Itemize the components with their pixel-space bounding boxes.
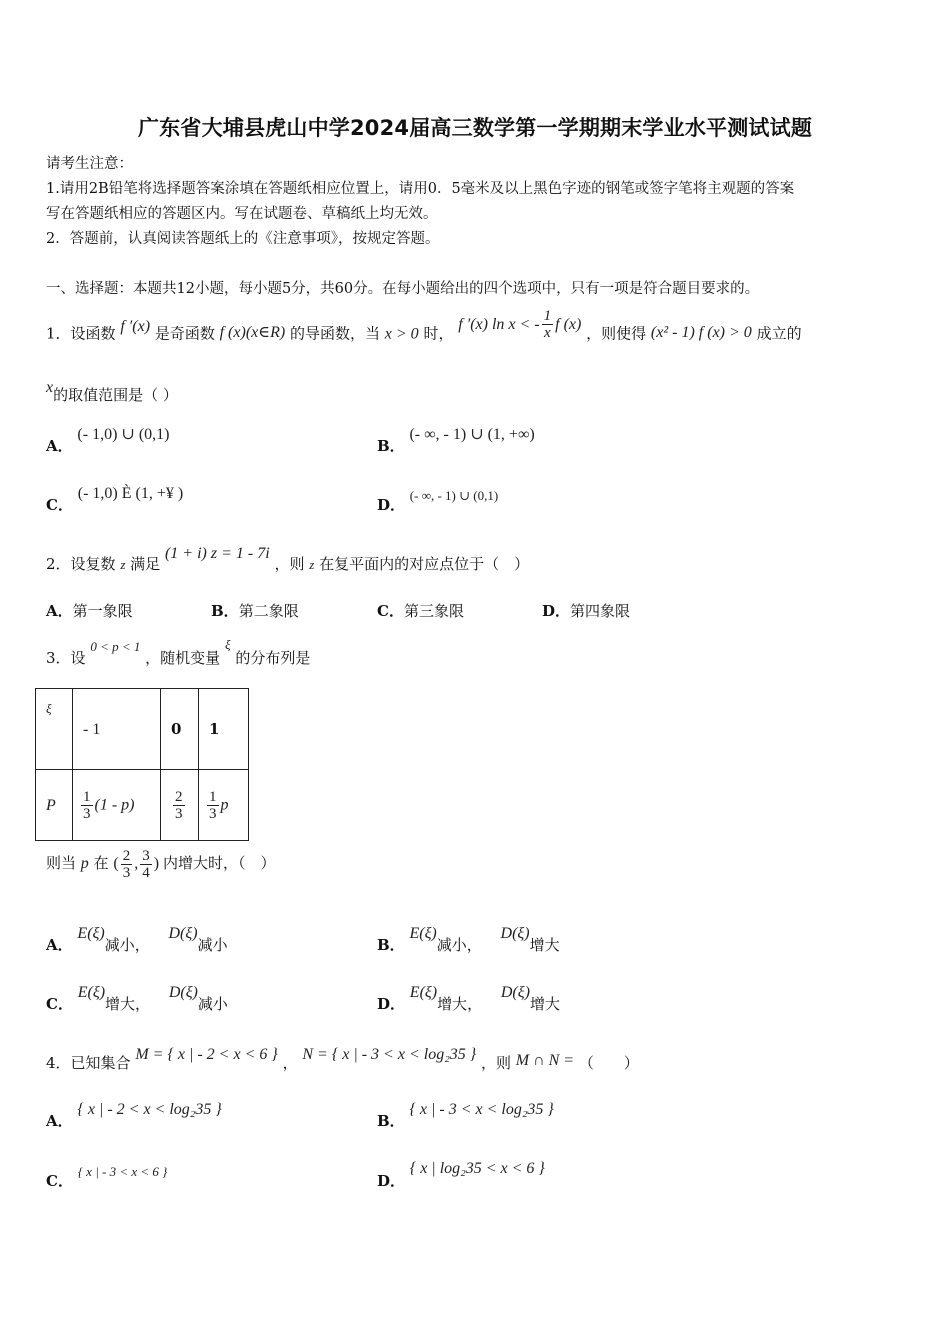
fraction-num: 1	[83, 788, 91, 805]
q3-option-b-e: E(ξ)	[409, 925, 437, 942]
section-heading: 一、选择题：本题共12小题，每小题5分，共60分。在每小题给出的四个选项中，只有一项是符合题目要求的。	[46, 281, 760, 297]
q3-option-d-label: D．	[377, 995, 406, 1013]
q2-option-b[interactable]	[211, 600, 299, 621]
table-row	[36, 770, 249, 841]
table-cell-text: (1 - p)	[94, 796, 135, 813]
q2-option-b-text: 第二象限	[238, 602, 299, 620]
notice-heading: 请考生注意：	[46, 156, 133, 172]
fraction-den: 3	[83, 805, 91, 822]
fraction-den: 4	[142, 865, 150, 881]
q1-ineq-left: f ′(x) ln x < -	[458, 315, 540, 333]
q4-option-a-label: A．	[46, 1112, 73, 1130]
q4-option-a[interactable]	[46, 1098, 222, 1130]
q4-option-c[interactable]	[46, 1160, 168, 1190]
q3-option-b[interactable]	[377, 922, 560, 954]
q4-text-2: ，	[282, 1054, 298, 1072]
q4-text-1: 4．已知集合	[46, 1054, 131, 1072]
q2-option-c[interactable]	[377, 600, 464, 621]
q1-ineq-right: f (x)	[555, 315, 582, 333]
table-row	[36, 689, 249, 770]
q4-option-a-text: { x | - 2 < x < log₂35 }	[77, 1101, 222, 1118]
q3-option-b-label: B．	[377, 936, 405, 954]
q1-math-fprime: f ′(x)	[120, 317, 151, 335]
distribution-table	[35, 688, 249, 841]
q3-option-b-d: D(ξ)	[500, 925, 530, 942]
notice-line-1b: 写在答题纸相应的答题区内。写在试题卷、草稿纸上均无效。	[46, 206, 438, 222]
fraction	[173, 789, 185, 822]
q3-option-c-d: D(ξ)	[168, 984, 198, 1001]
q4-text-4: （ ）	[578, 1054, 639, 1072]
q2-option-b-label: B．	[211, 602, 239, 620]
fraction-num: 1	[209, 788, 217, 805]
fraction	[121, 848, 133, 881]
table-cell-prob-1	[199, 770, 249, 841]
q2-text-2: 满足	[130, 555, 161, 573]
q2-math-equation: (1 + i) z = 1 - 7i	[164, 545, 270, 562]
q1-option-c-label: C．	[46, 496, 73, 514]
q1-option-d[interactable]	[377, 484, 499, 514]
q3-math-xi: ξ	[224, 637, 231, 652]
q3-math-p: p	[80, 855, 89, 873]
q3-option-c-e: E(ξ)	[77, 984, 106, 1001]
question-2	[46, 542, 530, 573]
question-4	[46, 1043, 639, 1072]
q2-text-1: 2．设复数	[46, 555, 116, 573]
q4-option-c-label: C．	[46, 1172, 73, 1190]
q1-text-2: 是奇函数	[154, 324, 215, 343]
q1-option-b-text: (- ∞, - 1) ∪ (1, +∞)	[409, 426, 535, 443]
q2-option-d-label: D．	[542, 602, 571, 620]
table-cell-text: - 1	[83, 720, 101, 738]
q4-option-b[interactable]	[377, 1098, 554, 1130]
q1-option-c[interactable]	[46, 482, 184, 514]
q3-option-d-d: D(ξ)	[500, 984, 530, 1001]
fraction-den: 3	[209, 805, 217, 822]
q4-set-m: M = { x | - 2 < x < 6 }	[135, 1046, 278, 1063]
q1-math-cond: x > 0	[384, 325, 419, 343]
table-cell-prob-neg1	[73, 770, 161, 841]
q2-math-z2: z	[309, 557, 315, 572]
q2-option-d-text: 第四象限	[570, 602, 631, 620]
q3-math-range: 0 < p < 1	[90, 639, 141, 654]
q3-option-a-d: D(ξ)	[168, 925, 198, 942]
table-header-1	[199, 689, 249, 770]
q1-text-7: 的取值范围是（ ）	[53, 386, 178, 404]
notice-line-1a: 1.请用2B铅笔将选择题答案涂填在答题纸相应位置上，请用0．5毫米及以上黑色字迹的钢笔或签字笔将主观题的答案	[46, 181, 795, 197]
table-cell-text: 0	[171, 720, 182, 738]
table-header-0	[161, 689, 199, 770]
question-3	[46, 635, 311, 667]
table-header-neg1	[73, 689, 161, 770]
q1-text-5: ，则使得	[586, 324, 647, 343]
q3-text-6: 内增大时，（ ）	[163, 854, 276, 873]
q4-option-d-text: { x | log₂35 < x < 6 }	[409, 1160, 545, 1177]
q1-option-a[interactable]	[46, 423, 170, 455]
interval-comma: ,	[134, 855, 139, 873]
q3-text-4: 则当	[46, 854, 77, 873]
q3-option-a-e-word: 减小，	[104, 936, 150, 954]
q2-option-a-text: 第一象限	[72, 602, 133, 620]
q1-math-condition2: (x² - 1) f (x) > 0	[650, 323, 752, 341]
q2-option-c-text: 第三象限	[403, 602, 464, 620]
q1-frac-num: 1	[543, 308, 552, 324]
fraction	[140, 848, 152, 881]
table-cell-text: P	[46, 796, 56, 814]
q3-option-d[interactable]	[377, 981, 560, 1013]
q3-text-5: 在	[93, 854, 109, 873]
table-cell-text: p	[220, 796, 229, 813]
q2-option-a[interactable]	[46, 600, 133, 621]
fraction-num: 2	[175, 788, 183, 805]
q2-option-a-label: A．	[46, 602, 73, 620]
q1-option-c-text: (- 1,0) È (1, +¥ )	[77, 485, 184, 502]
table-cell-prob-0	[161, 770, 199, 841]
q3-text-2: ，随机变量	[145, 649, 221, 667]
q1-option-b[interactable]	[377, 423, 535, 455]
interval-close: )	[153, 855, 160, 873]
q1-option-d-text: (- ∞, - 1) ∪ (0,1)	[409, 488, 499, 503]
table-cell-p	[36, 770, 73, 841]
q1-text-3: 的导函数，当	[289, 324, 380, 343]
q3-option-d-e: E(ξ)	[409, 984, 438, 1001]
question-1-line-2	[46, 379, 178, 405]
q4-option-d-label: D．	[377, 1172, 406, 1190]
fraction-den: 3	[122, 865, 131, 881]
fraction-num: 3	[142, 848, 150, 864]
page-title: 广东省大埔县虎山中学2024届高三数学第一学期期末学业水平测试试题	[137, 116, 813, 140]
q1-option-a-text: (- 1,0) ∪ (0,1)	[77, 426, 170, 443]
q1-option-b-label: B．	[377, 437, 405, 455]
q3-option-a[interactable]	[46, 922, 228, 954]
q2-option-c-label: C．	[377, 602, 404, 620]
q1-math-x: x	[46, 379, 54, 396]
question-1	[46, 308, 802, 351]
q2-option-d[interactable]	[542, 600, 630, 621]
q4-set-n: N = { x | - 3 < x < log₂35 }	[302, 1046, 477, 1063]
q4-option-b-label: B．	[377, 1112, 405, 1130]
q3-option-a-e: E(ξ)	[77, 925, 105, 942]
fraction-num: 2	[122, 848, 131, 864]
q1-inequality	[458, 308, 586, 341]
q4-intersection: M ∩ N =	[515, 1052, 575, 1069]
q3-option-c-e-word: 增大，	[105, 995, 151, 1013]
q4-option-b-text: { x | - 3 < x < log₂35 }	[409, 1101, 554, 1118]
q2-text-4: 在复平面内的对应点位于（ ）	[319, 555, 530, 573]
q1-text-4: 时，	[423, 324, 454, 343]
q1-option-a-label: A．	[46, 437, 73, 455]
q4-option-d[interactable]	[377, 1157, 545, 1190]
q1-fraction	[542, 308, 554, 341]
q3-option-c-label: C．	[46, 995, 73, 1013]
q4-option-c-text: { x | - 3 < x < 6 }	[77, 1164, 168, 1179]
q3-condition	[46, 848, 276, 881]
q3-option-a-d-word: 减小	[197, 936, 228, 954]
q4-text-3: ，则	[480, 1054, 511, 1072]
q1-option-d-label: D．	[377, 496, 406, 514]
q1-frac-den: x	[544, 325, 551, 341]
table-cell-text: 1	[209, 720, 220, 738]
q3-option-d-e-word: 增大，	[437, 995, 483, 1013]
q3-option-c-d-word: 减小	[197, 995, 228, 1013]
table-header-xi	[36, 689, 73, 770]
fraction	[207, 789, 219, 822]
q3-interval	[113, 848, 163, 881]
fraction	[81, 789, 93, 822]
q1-text-1: 1．设函数	[46, 324, 116, 343]
q1-math-f: f (x)(x∈R)	[219, 323, 286, 341]
q3-text-3: 的分布列是	[235, 649, 311, 667]
q3-option-c[interactable]	[46, 981, 228, 1013]
notice-line-2: 2．答题前，认真阅读答题纸上的《注意事项》，按规定答题。	[46, 231, 440, 247]
q3-option-b-d-word: 增大	[529, 936, 560, 954]
table-cell-text: ξ	[46, 701, 52, 716]
q3-option-a-label: A．	[46, 936, 73, 954]
q2-math-z: z	[120, 557, 126, 572]
q3-text-1: 3．设	[46, 649, 86, 667]
interval-open: (	[113, 855, 119, 873]
q3-option-d-d-word: 增大	[529, 995, 560, 1013]
fraction-den: 3	[175, 805, 183, 822]
q2-text-3: ，则	[274, 555, 305, 573]
q1-text-6: 成立的	[756, 324, 802, 343]
q3-option-b-e-word: 减小，	[436, 936, 482, 954]
